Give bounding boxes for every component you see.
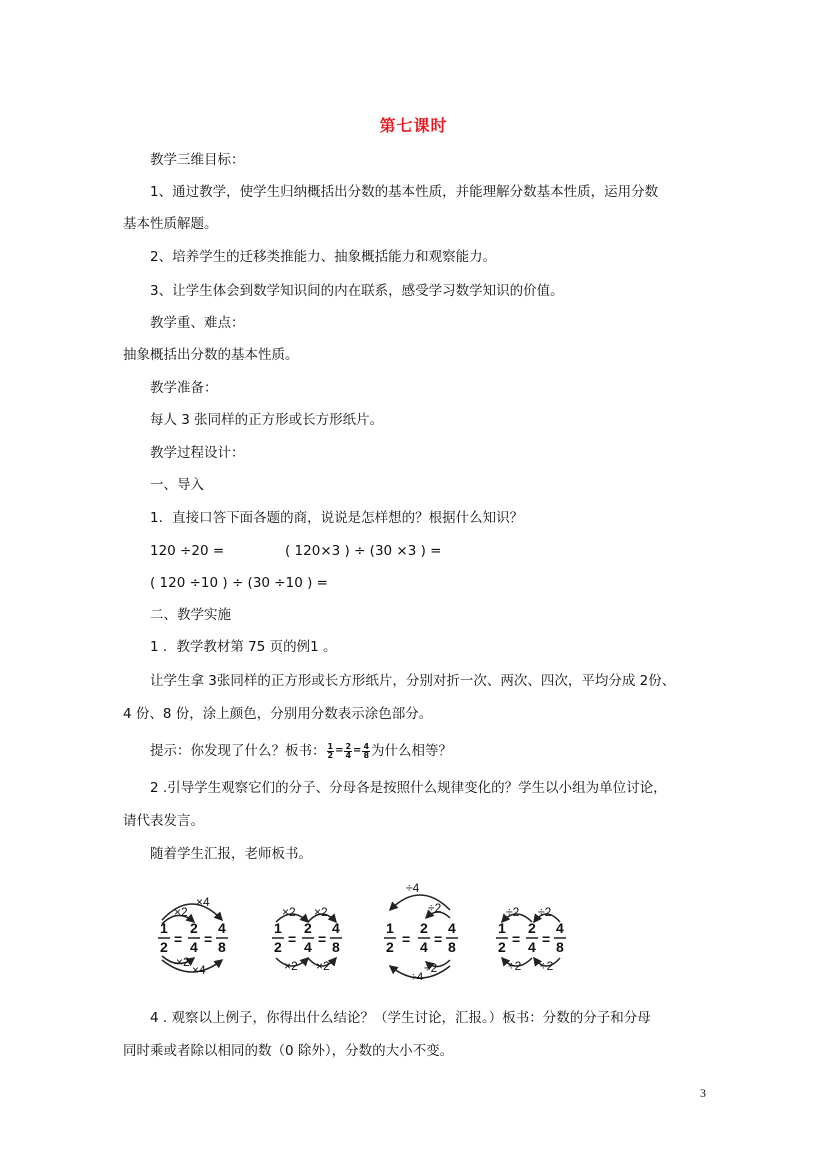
impl-4-cont: 同时乘或者除以相同的数（0 除外），分数的大小不变。 — [123, 1043, 454, 1059]
fraction-rule-diagrams — [150, 880, 580, 980]
hint-fraction-3: $\frac{4}{8}$ — [363, 741, 370, 760]
svg-text:÷4: ÷4 — [406, 881, 420, 895]
svg-text:=: = — [512, 931, 521, 947]
hint-fraction-2: $\frac{2}{4}$ — [345, 741, 352, 760]
svg-text:4: 4 — [332, 920, 340, 936]
diagram-divide-2 — [496, 905, 566, 973]
impl-1-detail-cont: 4 份、8 份，涂上颜色，分别用分数表示涂色部分。 — [123, 706, 433, 722]
svg-text:4: 4 — [304, 939, 312, 955]
intro-question: 1．直接口答下面各题的商，说说是怎样想的？根据什么知识？ — [150, 510, 524, 526]
hint-question: 为什么相等？ — [371, 743, 453, 759]
svg-text:=: = — [174, 931, 183, 947]
page-title: 第七课时 — [379, 116, 448, 135]
hint-line: 提示：你发现了什么？板书： $\frac{1}{2}$ = $\frac{2}{4}$ = $\frac{4}{8}$ 为什么相等？ — [150, 741, 453, 760]
goal-1-cont: 基本性质解题。 — [123, 216, 218, 232]
svg-text:×2: ×2 — [314, 905, 328, 919]
impl-1: 1 ．教学教材第 75 页的例1 。 — [150, 639, 337, 655]
prep-text: 每人 3 张同样的正方形或长方形纸片。 — [150, 412, 384, 428]
svg-text:4: 4 — [420, 939, 428, 955]
svg-text:÷2: ÷2 — [540, 959, 554, 973]
svg-text:2: 2 — [160, 939, 168, 955]
goal-2: 2、培养学生的迁移类推能力、抽象概括能力和观察能力。 — [150, 249, 497, 265]
hint-text: 提示：你发现了什么？板书： — [150, 743, 326, 759]
svg-text:×4: ×4 — [192, 963, 206, 977]
svg-text:4: 4 — [556, 920, 564, 936]
impl-4: 4 . 观察以上例子，你得出什么结论？（学生讨论，汇报。）板书：分数的分子和分母 — [150, 1010, 651, 1026]
svg-text:2: 2 — [274, 939, 282, 955]
hint-fraction-1: $\frac{1}{2}$ — [327, 741, 334, 760]
svg-text:×2: ×2 — [316, 959, 330, 973]
svg-text:4: 4 — [190, 939, 198, 955]
svg-text:4: 4 — [528, 939, 536, 955]
svg-text:÷2: ÷2 — [428, 901, 442, 915]
diagram-multiply-2 — [272, 905, 342, 973]
impl-heading: 二、教学实施 — [150, 607, 231, 623]
svg-text:2: 2 — [498, 939, 506, 955]
svg-text:×2: ×2 — [176, 955, 190, 969]
svg-text:×2: ×2 — [282, 905, 296, 919]
diagram-divide-1 — [384, 881, 458, 980]
diagram-multiply-1 — [158, 895, 228, 977]
svg-text:2: 2 — [528, 920, 536, 936]
svg-text:4: 4 — [448, 920, 456, 936]
svg-text:=: = — [434, 931, 443, 947]
svg-text:8: 8 — [218, 939, 226, 955]
svg-text:=: = — [542, 931, 551, 947]
svg-text:8: 8 — [556, 939, 564, 955]
impl-2: 2 .引导学生观察它们的分子、分母各是按照什么规律变化的？学生以小组为单位讨论， — [150, 780, 667, 796]
key-text: 抽象概括出分数的基本性质。 — [123, 347, 299, 363]
calc-1a: 120 ÷20 = — [150, 543, 225, 559]
calc-2: ( 120 ÷10 ) ÷ (30 ÷10 ) = — [150, 575, 328, 591]
svg-text:8: 8 — [332, 939, 340, 955]
impl-2-cont: 请代表发言。 — [123, 813, 204, 829]
svg-text:8: 8 — [448, 939, 456, 955]
impl-1-detail: 让学生拿 3张同样的正方形或长方形纸片，分别对折一次、两次、四次，平均分成 2份、 — [150, 673, 676, 689]
svg-text:1: 1 — [386, 920, 394, 936]
svg-text:÷4: ÷4 — [410, 970, 424, 980]
svg-text:2: 2 — [304, 920, 312, 936]
goal-1: 1、通过教学，使学生归纳概括出分数的基本性质，并能理解分数基本性质，运用分数 — [150, 184, 659, 200]
svg-text:=: = — [288, 931, 297, 947]
process-heading: 教学过程设计： — [150, 445, 245, 461]
svg-text:4: 4 — [218, 920, 226, 936]
goals-heading: 教学三维目标： — [150, 152, 245, 168]
calc-1b: ( 120×3 ) ÷ (30 ×3 ) = — [285, 543, 442, 559]
svg-text:2: 2 — [420, 920, 428, 936]
key-heading: 教学重、难点： — [150, 315, 245, 331]
svg-text:2: 2 — [386, 939, 394, 955]
svg-text:×4: ×4 — [196, 895, 210, 909]
svg-text:=: = — [402, 931, 411, 947]
page-number: 3 — [700, 1086, 706, 1100]
svg-text:2: 2 — [190, 920, 198, 936]
svg-text:÷2: ÷2 — [506, 905, 520, 919]
goal-3: 3、让学生体会到数学知识间的内在联系，感受学习数学知识的价值。 — [150, 283, 564, 299]
svg-text:×2: ×2 — [174, 905, 188, 919]
svg-text:×2: ×2 — [284, 959, 298, 973]
intro-heading: 一、导入 — [150, 477, 204, 493]
svg-text:1: 1 — [160, 920, 168, 936]
svg-text:1: 1 — [274, 920, 282, 936]
svg-text:÷2: ÷2 — [424, 961, 438, 975]
svg-text:÷2: ÷2 — [508, 959, 522, 973]
svg-text:=: = — [318, 931, 327, 947]
svg-text:=: = — [204, 931, 213, 947]
prep-heading: 教学准备： — [150, 380, 218, 396]
report-line: 随着学生汇报，老师板书。 — [150, 846, 312, 862]
svg-text:1: 1 — [498, 920, 506, 936]
svg-text:÷2: ÷2 — [538, 905, 552, 919]
